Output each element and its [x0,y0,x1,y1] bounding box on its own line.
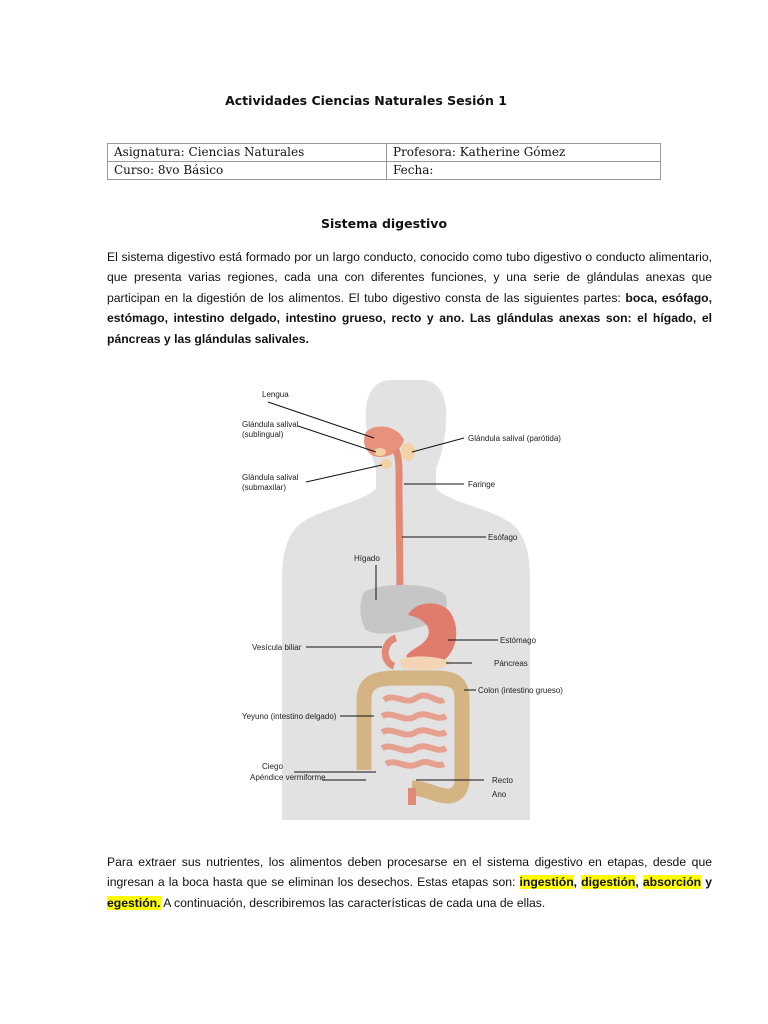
section-title: Sistema digestivo [320,216,448,231]
label-glandula-parotida: Glándula salival (parótida) [468,434,561,443]
label-yeyuno: Yeyuno (intestino delgado) [242,712,337,721]
stage-sep-1: , [573,875,582,890]
label-vesicula-biliar: Vesícula biliar [252,643,302,652]
stage-digestion: digestión [581,875,636,890]
label-recto: Recto [492,776,513,785]
stages-outro: A continuación, describiremos las características de cada una de ellas. [160,895,546,910]
label-glandula-sublingual-2: (sublingual) [242,430,284,439]
label-estomago: Estómago [500,636,537,645]
label-ciego: Ciego [262,762,283,771]
digestive-system-illustration [236,360,576,820]
label-lengua: Lengua [262,390,289,399]
label-faringe: Faringe [468,480,496,489]
intro-text: El sistema digestivo está formado por un largo conducto, conocido como tubo digestivo o conducto alimentario, que presenta varias regiones, cada una con diferentes funciones, y una serie de glándulas anexas que participan en la digestión de los alimentos. El tubo digestivo consta de las siguientes partes: [107,250,712,305]
stage-ingestion: ingestión [519,875,574,890]
submaxillary-gland [380,459,392,469]
stages-paragraph [107,852,712,913]
label-pancreas: Páncreas [494,659,528,668]
intro-bold-text: boca, esófago, estómago, intestino delgado, intestino grueso, recto y ano. Las glándulas anexas son: el hígado, el páncreas y las glándulas salivales. [107,290,712,346]
stage-absorcion: absorción [642,875,702,890]
stage-egestion: egestión. [107,895,161,910]
page-title: Actividades Ciencias Naturales Sesión 1 [225,93,507,108]
course-cell: Curso: 8vo Básico [108,162,387,180]
stages-intro: Para extraer sus nutrientes, los alimentos deben procesarse en el sistema digestivo en etapas, desde que ingresan a la boca hasta que se eliminan los desechos. Estas etapas son: [107,855,712,890]
label-glandula-submaxilar-1: Glándula salival [242,473,299,482]
stage-sep-3: y [701,875,712,890]
label-glandula-sublingual-1: Glándula salival [242,420,299,429]
info-table [107,143,661,180]
stage-sep-2: , [635,875,643,890]
label-esofago: Esófago [488,533,518,542]
digestive-system-figure [236,360,576,820]
date-cell: Fecha: [387,162,661,180]
label-glandula-submaxilar-2: (submaxilar) [242,483,287,492]
label-higado: Hígado [354,554,380,563]
teacher-cell: Profesora: Katherine Gómez [387,144,661,162]
subject-cell: Asignatura: Ciencias Naturales [108,144,387,162]
label-colon: Colon (intestino grueso) [478,686,563,695]
label-ano: Ano [492,790,507,799]
intro-paragraph [107,247,712,349]
label-apendice: Apéndice vermiforme [250,773,326,782]
